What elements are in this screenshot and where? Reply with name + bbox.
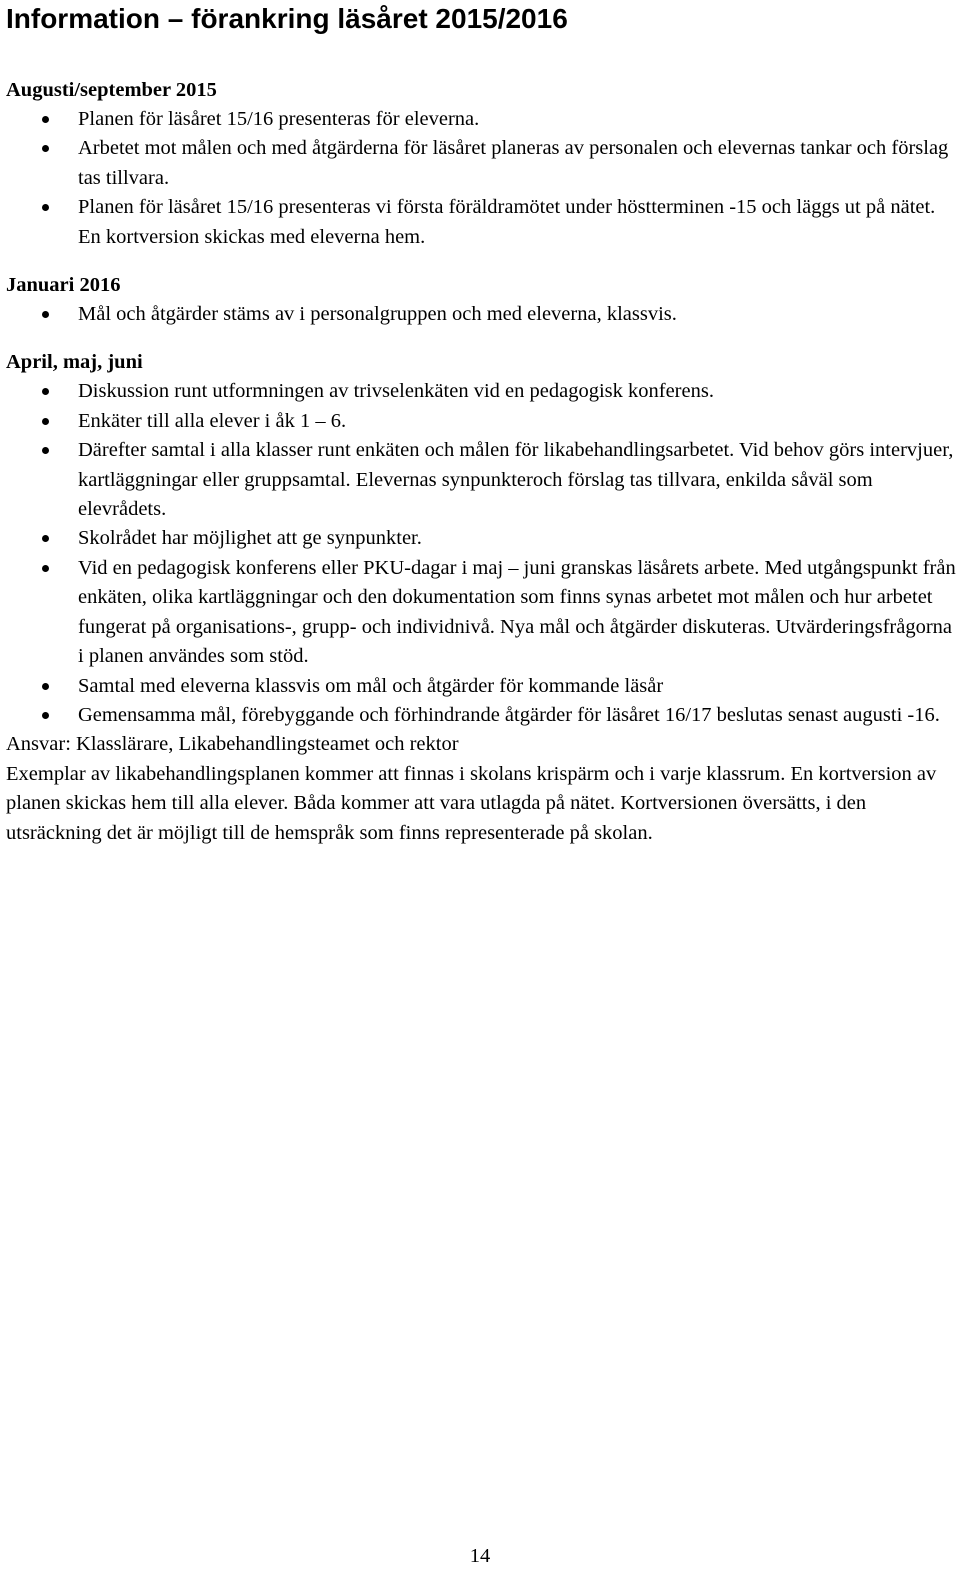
section-aug-sep — [6, 76, 956, 252]
document-page — [6, 0, 956, 848]
bullet-icon — [42, 683, 49, 690]
section-april-june — [6, 348, 956, 730]
list-item — [6, 436, 956, 524]
list-item — [6, 300, 956, 329]
bullet-icon — [42, 535, 49, 542]
list-item-text: Därefter samtal i alla klasser runt enkäten och målen för likabehandlingsarbetet. Vid behov görs intervjuer, kartläggningar eller gruppsamtal. Elevernas synpunkteroch förslag tas tillvara, enkilda såväl som elevrådets. — [78, 439, 954, 521]
list-item-text: Arbetet mot målen och med åtgärderna för läsåret planeras av personalen och elevernas tankar och förslag tas tillvara. — [78, 137, 949, 189]
section-january — [6, 271, 956, 329]
list-item — [6, 554, 956, 672]
section-heading: April, maj, juni — [6, 351, 143, 374]
bullet-icon — [42, 388, 49, 395]
bullet-icon — [42, 447, 49, 454]
bullet-list — [6, 105, 956, 252]
list-item-text: Diskussion runt utformningen av trivselenkäten vid en pedagogisk konferens. — [78, 380, 714, 403]
bullet-icon — [42, 204, 49, 211]
bullet-list — [6, 377, 956, 730]
list-item-text: Skolrådet har möjlighet att ge synpunkter. — [78, 527, 422, 550]
list-item — [6, 134, 956, 193]
list-item — [6, 193, 956, 252]
list-item — [6, 672, 956, 701]
list-item-text: Samtal med eleverna klassvis om mål och åtgärder för kommande läsår — [78, 674, 664, 697]
list-item-text: Enkäter till alla elever i åk 1 – 6. — [78, 409, 347, 432]
list-item-text: Mål och åtgärder stäms av i personalgruppen och med eleverna, klassvis. — [78, 303, 677, 326]
list-item — [6, 407, 956, 436]
list-item-text: Gemensamma mål, förebyggande och förhindrande åtgärder för läsåret 16/17 beslutas senast augusti -16. — [78, 703, 940, 726]
list-item — [6, 524, 956, 553]
bullet-icon — [42, 712, 49, 719]
bullet-icon — [42, 418, 49, 425]
bullet-icon — [42, 145, 49, 152]
list-item-text: Planen för läsåret 15/16 presenteras vi första föräldramötet under höstterminen -15 och läggs ut på nätet. En kortversion skickas med eleverna hem. — [78, 196, 936, 248]
list-item-text: Vid en pedagogisk konferens eller PKU-dagar i maj – juni granskas läsårets arbete. Med utgångspunkt från enkäten, olika kartläggningar och den dokumentation som finns synas arbetet mot målen och hur arbetet fungerat på organisations-, grupp- och individnivå. Nya mål och åtgärder diskuteras. Utvärderingsfrågorna i planen användes som stöd. — [78, 556, 956, 668]
page-number: 14 — [469, 1545, 491, 1567]
bullet-icon — [42, 311, 49, 318]
responsible-line: Ansvar: Klasslärare, Likabehandlingsteamet och rektor — [6, 733, 459, 756]
list-item — [6, 701, 956, 730]
list-item — [6, 377, 956, 406]
section-heading: Januari 2016 — [6, 274, 121, 297]
bullet-icon — [42, 116, 49, 123]
bullet-icon — [42, 565, 49, 572]
page-title: Information – förankring läsåret 2015/2016 — [6, 3, 568, 34]
closing-paragraph: Exemplar av likabehandlingsplanen kommer att finnas i skolans krispärm och i varje klassrum. En kortversion av planen skickas hem till alla elever. Båda kommer att vara utlagda på nätet. Kortversionen översätts, i den utsräckning det är möjligt till de hemspråk som finns representerade på skolan. — [6, 762, 937, 844]
list-item-text: Planen för läsåret 15/16 presenteras för eleverna. — [78, 108, 480, 130]
section-heading: Augusti/september 2015 — [6, 79, 217, 101]
bullet-list — [6, 300, 956, 329]
list-item — [6, 105, 956, 134]
